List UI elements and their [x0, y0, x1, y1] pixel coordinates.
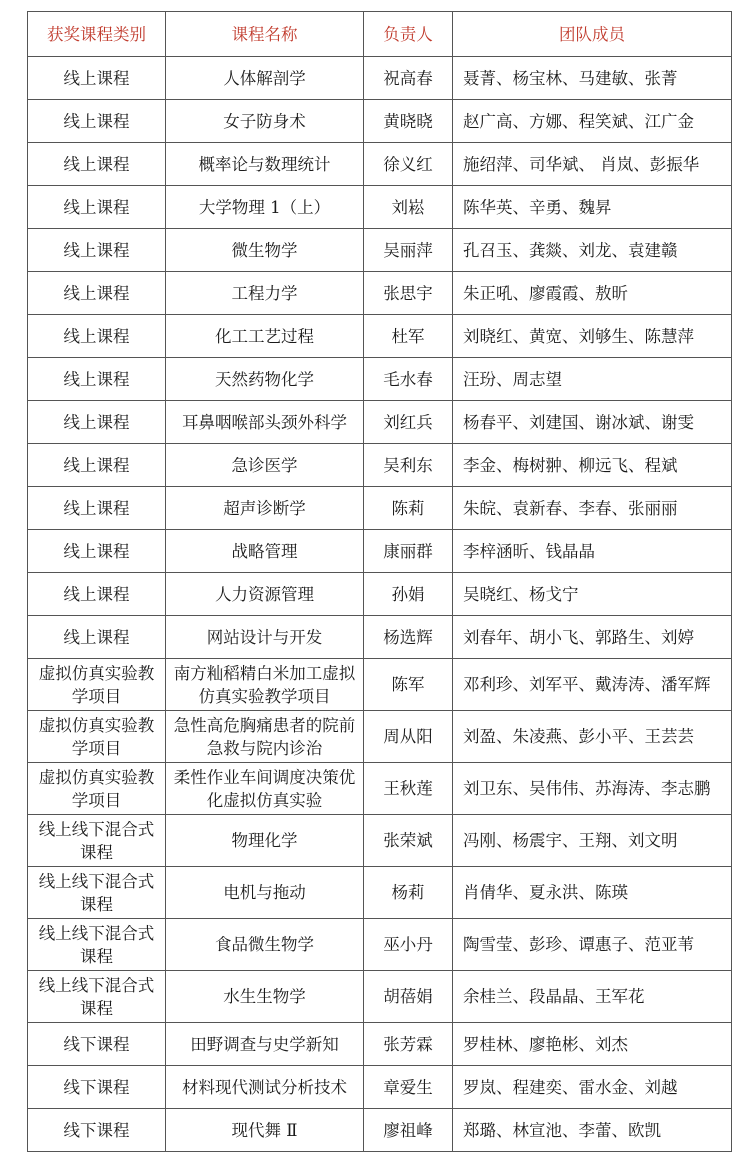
lead-cell: 杜军 — [364, 315, 453, 358]
members-cell: 余桂兰、段晶晶、王军花 — [453, 971, 732, 1023]
lead-cell: 刘崧 — [364, 186, 453, 229]
members-cell: 吴晓红、杨戈宁 — [453, 573, 732, 616]
lead-cell: 张思宇 — [364, 272, 453, 315]
category-cell: 线下课程 — [28, 1023, 166, 1066]
category-cell: 线上课程 — [28, 573, 166, 616]
table-row — [28, 487, 732, 530]
lead-cell: 黄晓晓 — [364, 100, 453, 143]
category-cell: 线上线下混合式课程 — [28, 971, 166, 1023]
course-cell: 概率论与数理统计 — [166, 143, 364, 186]
lead-cell: 陈军 — [364, 659, 453, 711]
award-table-container — [27, 11, 731, 1152]
members-cell: 聂菁、杨宝林、马建敏、张菁 — [453, 57, 732, 100]
lead-cell: 康丽群 — [364, 530, 453, 573]
lead-cell: 徐义红 — [364, 143, 453, 186]
course-cell: 电机与拖动 — [166, 867, 364, 919]
lead-cell: 祝高春 — [364, 57, 453, 100]
members-cell: 罗岚、程建奕、雷水金、刘越 — [453, 1066, 732, 1109]
course-cell: 超声诊断学 — [166, 487, 364, 530]
table-row — [28, 1023, 732, 1066]
course-cell: 柔性作业车间调度决策优化虚拟仿真实验 — [166, 763, 364, 815]
table-row — [28, 358, 732, 401]
category-cell: 线上课程 — [28, 315, 166, 358]
table-row — [28, 401, 732, 444]
members-cell: 郑璐、林宣池、李蕾、欧凯 — [453, 1109, 732, 1152]
category-cell: 虚拟仿真实验教学项目 — [28, 763, 166, 815]
course-cell: 南方籼稻精白米加工虚拟仿真实验教学项目 — [166, 659, 364, 711]
course-cell: 急诊医学 — [166, 444, 364, 487]
members-cell: 李梓涵昕、钱晶晶 — [453, 530, 732, 573]
lead-cell: 杨选辉 — [364, 616, 453, 659]
table-row — [28, 763, 732, 815]
category-cell: 线上课程 — [28, 530, 166, 573]
table-row — [28, 815, 732, 867]
members-cell: 刘晓红、黄宽、刘够生、陈慧萍 — [453, 315, 732, 358]
course-cell: 大学物理 1（上） — [166, 186, 364, 229]
course-cell: 耳鼻咽喉部头颈外科学 — [166, 401, 364, 444]
table-row — [28, 444, 732, 487]
table-row — [28, 711, 732, 763]
table-row — [28, 57, 732, 100]
award-courses-table — [27, 11, 732, 1152]
lead-cell: 周从阳 — [364, 711, 453, 763]
header-category: 获奖课程类别 — [28, 12, 166, 57]
members-cell: 肖倩华、夏永洪、陈瑛 — [453, 867, 732, 919]
table-row — [28, 143, 732, 186]
table-row — [28, 1109, 732, 1152]
course-cell: 女子防身术 — [166, 100, 364, 143]
category-cell: 线上课程 — [28, 401, 166, 444]
members-cell: 杨春平、刘建国、谢冰斌、谢雯 — [453, 401, 732, 444]
category-cell: 线上课程 — [28, 143, 166, 186]
header-row — [28, 12, 732, 57]
category-cell: 线上课程 — [28, 186, 166, 229]
header-lead: 负责人 — [364, 12, 453, 57]
category-cell: 线上课程 — [28, 487, 166, 530]
category-cell: 线上课程 — [28, 272, 166, 315]
category-cell: 线上线下混合式课程 — [28, 919, 166, 971]
table-row — [28, 186, 732, 229]
course-cell: 网站设计与开发 — [166, 616, 364, 659]
table-row — [28, 659, 732, 711]
table-row — [28, 616, 732, 659]
table-row — [28, 229, 732, 272]
course-cell: 人力资源管理 — [166, 573, 364, 616]
table-body — [28, 57, 732, 1152]
members-cell: 罗桂林、廖艳彬、刘杰 — [453, 1023, 732, 1066]
category-cell: 线下课程 — [28, 1066, 166, 1109]
members-cell: 朱正吼、廖霞霞、敖昕 — [453, 272, 732, 315]
lead-cell: 毛水春 — [364, 358, 453, 401]
table-row — [28, 315, 732, 358]
category-cell: 线上课程 — [28, 444, 166, 487]
course-cell: 材料现代测试分析技术 — [166, 1066, 364, 1109]
course-cell: 人体解剖学 — [166, 57, 364, 100]
header-course: 课程名称 — [166, 12, 364, 57]
course-cell: 水生生物学 — [166, 971, 364, 1023]
course-cell: 天然药物化学 — [166, 358, 364, 401]
lead-cell: 巫小丹 — [364, 919, 453, 971]
table-row — [28, 272, 732, 315]
table-row — [28, 100, 732, 143]
course-cell: 田野调查与史学新知 — [166, 1023, 364, 1066]
category-cell: 线上线下混合式课程 — [28, 815, 166, 867]
category-cell: 线上课程 — [28, 616, 166, 659]
members-cell: 施绍萍、司华斌、 肖岚、彭振华 — [453, 143, 732, 186]
category-cell: 线上课程 — [28, 100, 166, 143]
lead-cell: 杨莉 — [364, 867, 453, 919]
members-cell: 邓利珍、刘军平、戴涛涛、潘军辉 — [453, 659, 732, 711]
lead-cell: 张荣斌 — [364, 815, 453, 867]
lead-cell: 张芳霖 — [364, 1023, 453, 1066]
lead-cell: 陈莉 — [364, 487, 453, 530]
category-cell: 线上线下混合式课程 — [28, 867, 166, 919]
members-cell: 刘盈、朱凌燕、彭小平、王芸芸 — [453, 711, 732, 763]
course-cell: 微生物学 — [166, 229, 364, 272]
lead-cell: 王秋莲 — [364, 763, 453, 815]
course-cell: 物理化学 — [166, 815, 364, 867]
lead-cell: 胡蓓娟 — [364, 971, 453, 1023]
category-cell: 线下课程 — [28, 1109, 166, 1152]
course-cell: 化工工艺过程 — [166, 315, 364, 358]
lead-cell: 吴利东 — [364, 444, 453, 487]
category-cell: 线上课程 — [28, 229, 166, 272]
category-cell: 虚拟仿真实验教学项目 — [28, 659, 166, 711]
members-cell: 陶雪莹、彭珍、谭惠子、范亚苇 — [453, 919, 732, 971]
members-cell: 孔召玉、龚燚、刘龙、袁建赣 — [453, 229, 732, 272]
category-cell: 虚拟仿真实验教学项目 — [28, 711, 166, 763]
members-cell: 陈华英、辛勇、魏昇 — [453, 186, 732, 229]
lead-cell: 章爱生 — [364, 1066, 453, 1109]
members-cell: 刘春年、胡小飞、郭路生、刘婷 — [453, 616, 732, 659]
table-row — [28, 1066, 732, 1109]
table-row — [28, 919, 732, 971]
course-cell: 战略管理 — [166, 530, 364, 573]
lead-cell: 孙娟 — [364, 573, 453, 616]
members-cell: 汪玢、周志望 — [453, 358, 732, 401]
members-cell: 朱皖、袁新春、李春、张丽丽 — [453, 487, 732, 530]
table-row — [28, 971, 732, 1023]
lead-cell: 廖祖峰 — [364, 1109, 453, 1152]
category-cell: 线上课程 — [28, 57, 166, 100]
lead-cell: 刘红兵 — [364, 401, 453, 444]
members-cell: 冯刚、杨震宇、王翔、刘文明 — [453, 815, 732, 867]
header-members: 团队成员 — [453, 12, 732, 57]
table-row — [28, 530, 732, 573]
members-cell: 刘卫东、吴伟伟、苏海涛、李志鹏 — [453, 763, 732, 815]
course-cell: 食品微生物学 — [166, 919, 364, 971]
members-cell: 赵广高、方娜、程笑斌、江广金 — [453, 100, 732, 143]
course-cell: 急性高危胸痛患者的院前急救与院内诊治 — [166, 711, 364, 763]
category-cell: 线上课程 — [28, 358, 166, 401]
course-cell: 工程力学 — [166, 272, 364, 315]
table-row — [28, 573, 732, 616]
table-row — [28, 867, 732, 919]
members-cell: 李金、梅树翀、柳远飞、程斌 — [453, 444, 732, 487]
lead-cell: 吴丽萍 — [364, 229, 453, 272]
course-cell: 现代舞 Ⅱ — [166, 1109, 364, 1152]
